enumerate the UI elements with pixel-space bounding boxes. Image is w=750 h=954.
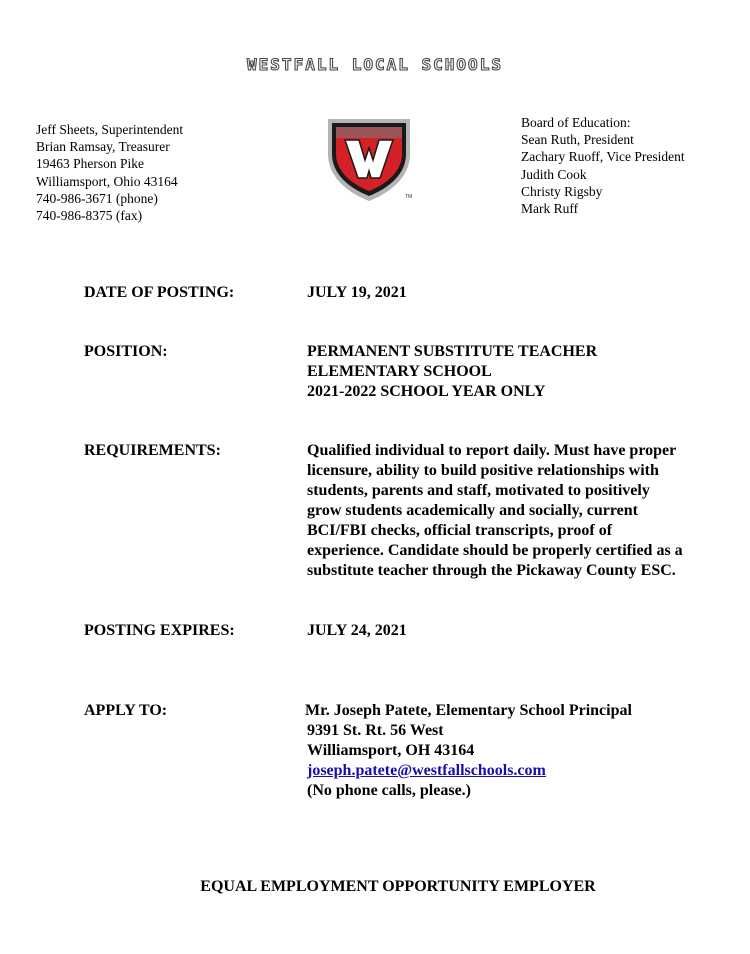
apply-to-label: APPLY TO:: [84, 702, 168, 719]
administration-contact: [36, 121, 183, 224]
street-address-line: 19463 Pherson Pike: [36, 156, 144, 172]
board-member: Christy Rigsby: [521, 183, 603, 199]
apply-to-note: (No phone calls, please.): [307, 782, 471, 799]
apply-to-street: 9391 St. Rt. 56 West: [307, 722, 444, 739]
board-member: Zachary Ruoff, Vice President: [521, 149, 685, 165]
requirements-line: grow students academically and socially, current: [307, 502, 638, 519]
apply-email-link[interactable]: joseph.patete@westfallschools.com: [307, 762, 546, 779]
posting-expires-value: JULY 24, 2021: [307, 622, 407, 639]
superintendent-line: Jeff Sheets, Superintendent: [36, 122, 184, 137]
board-of-education: [521, 114, 685, 217]
requirements-value: [307, 441, 727, 581]
treasurer-line: Brian Ramsay, Treasurer: [36, 139, 170, 155]
board-member: Sean Ruth, President: [521, 132, 634, 148]
apply-to-city: Williamsport, OH 43164: [307, 742, 475, 759]
requirements-line: Qualified individual to report daily. Must have proper: [307, 442, 677, 459]
date-of-posting-label: DATE OF POSTING:: [84, 284, 235, 301]
apply-to-name: Mr. Joseph Patete, Elementary School Principal: [305, 702, 632, 719]
posting-expires-label: POSTING EXPIRES:: [84, 622, 235, 639]
apply-to-value: [305, 701, 725, 801]
fax-line: 740-986-8375 (fax): [36, 208, 143, 224]
westfall-shield-logo: [325, 116, 415, 204]
board-member: Mark Ruff: [521, 201, 579, 217]
board-title: Board of Education:: [521, 115, 631, 130]
requirements-line: experience. Candidate should be properly certified as a: [307, 542, 683, 559]
city-line: Williamsport, Ohio 43164: [36, 173, 178, 189]
position-label: POSITION:: [84, 343, 168, 360]
position-line: ELEMENTARY SCHOOL: [307, 363, 492, 380]
board-member: Judith Cook: [521, 166, 587, 182]
requirements-line: licensure, ability to build positive relationships with: [307, 462, 659, 479]
requirements-line: students, parents and staff, motivated to positively: [307, 482, 650, 499]
position-line: 2021-2022 SCHOOL YEAR ONLY: [307, 383, 546, 400]
requirements-line: substitute teacher through the Pickaway County ESC.: [307, 562, 676, 579]
trademark-mark: TM: [405, 194, 413, 200]
equal-opportunity-statement: EQUAL EMPLOYMENT OPPORTUNITY EMPLOYER: [200, 878, 596, 895]
position-line: PERMANENT SUBSTITUTE TEACHER: [307, 343, 598, 360]
district-title: WESTFALL LOCAL SCHOOLS: [247, 55, 503, 74]
date-of-posting-value: JULY 19, 2021: [307, 284, 407, 301]
phone-line: 740-986-3671 (phone): [36, 190, 158, 206]
requirements-label: REQUIREMENTS:: [84, 442, 221, 459]
position-value: [307, 342, 727, 402]
requirements-line: BCI/FBI checks, official transcripts, proof of: [307, 522, 613, 539]
